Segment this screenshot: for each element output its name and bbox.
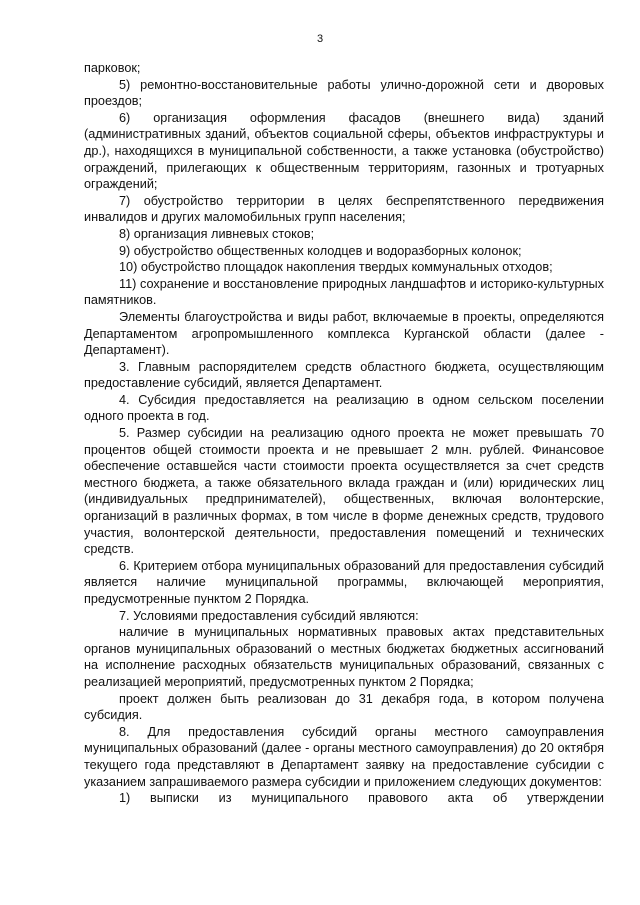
paragraph-clause-4: 4. Субсидия предоставляется на реализацию в одном сельском поселении одного проекта в год. bbox=[84, 392, 604, 424]
paragraph-item-11: 11) сохранение и восстановление природных ландшафтов и историко-культурных памятников. bbox=[84, 276, 604, 308]
paragraph-parking: парковок; bbox=[84, 61, 141, 75]
paragraph-clause-7: 7. Условиями предоставления субсидий являются: bbox=[119, 608, 419, 623]
paragraph-item-9: 9) обустройство общественных колодцев и водоразборных колонок; bbox=[119, 243, 522, 258]
paragraph-clause-8: 8. Для предоставления субсидий органы местного самоуправления муниципальных образований (далее - органы местного самоуправления) до 20 октября текущего года представляют в Департамент заявку на предоставление субсидии с указанием запрашиваемого размера субсидии и приложением следующих документов: bbox=[84, 724, 604, 789]
document-body bbox=[84, 60, 604, 807]
paragraph-item-10: 10) обустройство площадок накопления твердых коммунальных отходов; bbox=[119, 260, 553, 275]
page-number: 3 bbox=[316, 33, 324, 45]
paragraph-item-5: 5) ремонтно-восстановительные работы улично-дорожной сети и дворовых проездов; bbox=[84, 77, 604, 109]
paragraph-condition-1: наличие в муниципальных нормативных правовых актах представительных органов муниципальных образований о местных бюджетах бюджетных ассигнований на исполнение расходных обязательств муниципальных образований, связанных с реализацией мероприятий, предусмотренных пунктом 2 Порядка; bbox=[84, 625, 604, 689]
paragraph-elements: Элементы благоустройства и виды работ, включаемые в проекты, определяются Департаментом агропромышленного комплекса Курганской области (далее - Департамент). bbox=[84, 309, 604, 358]
paragraph-item-6: 6) организация оформления фасадов (внешнего вида) зданий (административных зданий, объектов социальной сферы, объектов инфраструктуры и др.), находящихся в муниципальной собственности, а также установка (обустройство) ограждений, прилегающих к общественным территориям, газонных и тротуарных ограждений; bbox=[84, 110, 604, 192]
paragraph-condition-2: проект должен быть реализован до 31 декабря года, в котором получена субсидия. bbox=[84, 691, 604, 723]
paragraph-doc-item-1: 1) выписки из муниципального правового акта об утверждении bbox=[119, 791, 604, 806]
paragraph-clause-6: 6. Критерием отбора муниципальных образований для предоставления субсидий является наличие муниципальной программы, включающей мероприятия, предусмотренные пунктом 2 Порядка. bbox=[84, 558, 604, 606]
paragraph-clause-3: 3. Главным распорядителем средств областного бюджета, осуществляющим предоставление субсидий, является Департамент. bbox=[84, 359, 604, 391]
paragraph-clause-5: 5. Размер субсидии на реализацию одного проекта не может превышать 70 процентов общей стоимости проекта и не превышает 2 млн. рублей. Финансовое обеспечение оставшейся части стоимости проекта осуществляется за счет средств местного бюджета, а также обязательного вклада граждан и (или) юридических лиц (индивидуальных предпринимателей), общественных, включая волонтерские, организаций в различных формах, в том числе в форме денежных средств, трудового участия, волонтерской деятельности, предоставления помещений и технических средств. bbox=[84, 426, 604, 557]
paragraph-item-7: 7) обустройство территории в целях беспрепятственного передвижения инвалидов и других маломобильных групп населения; bbox=[84, 193, 604, 225]
paragraph-item-8: 8) организация ливневых стоков; bbox=[119, 226, 315, 241]
